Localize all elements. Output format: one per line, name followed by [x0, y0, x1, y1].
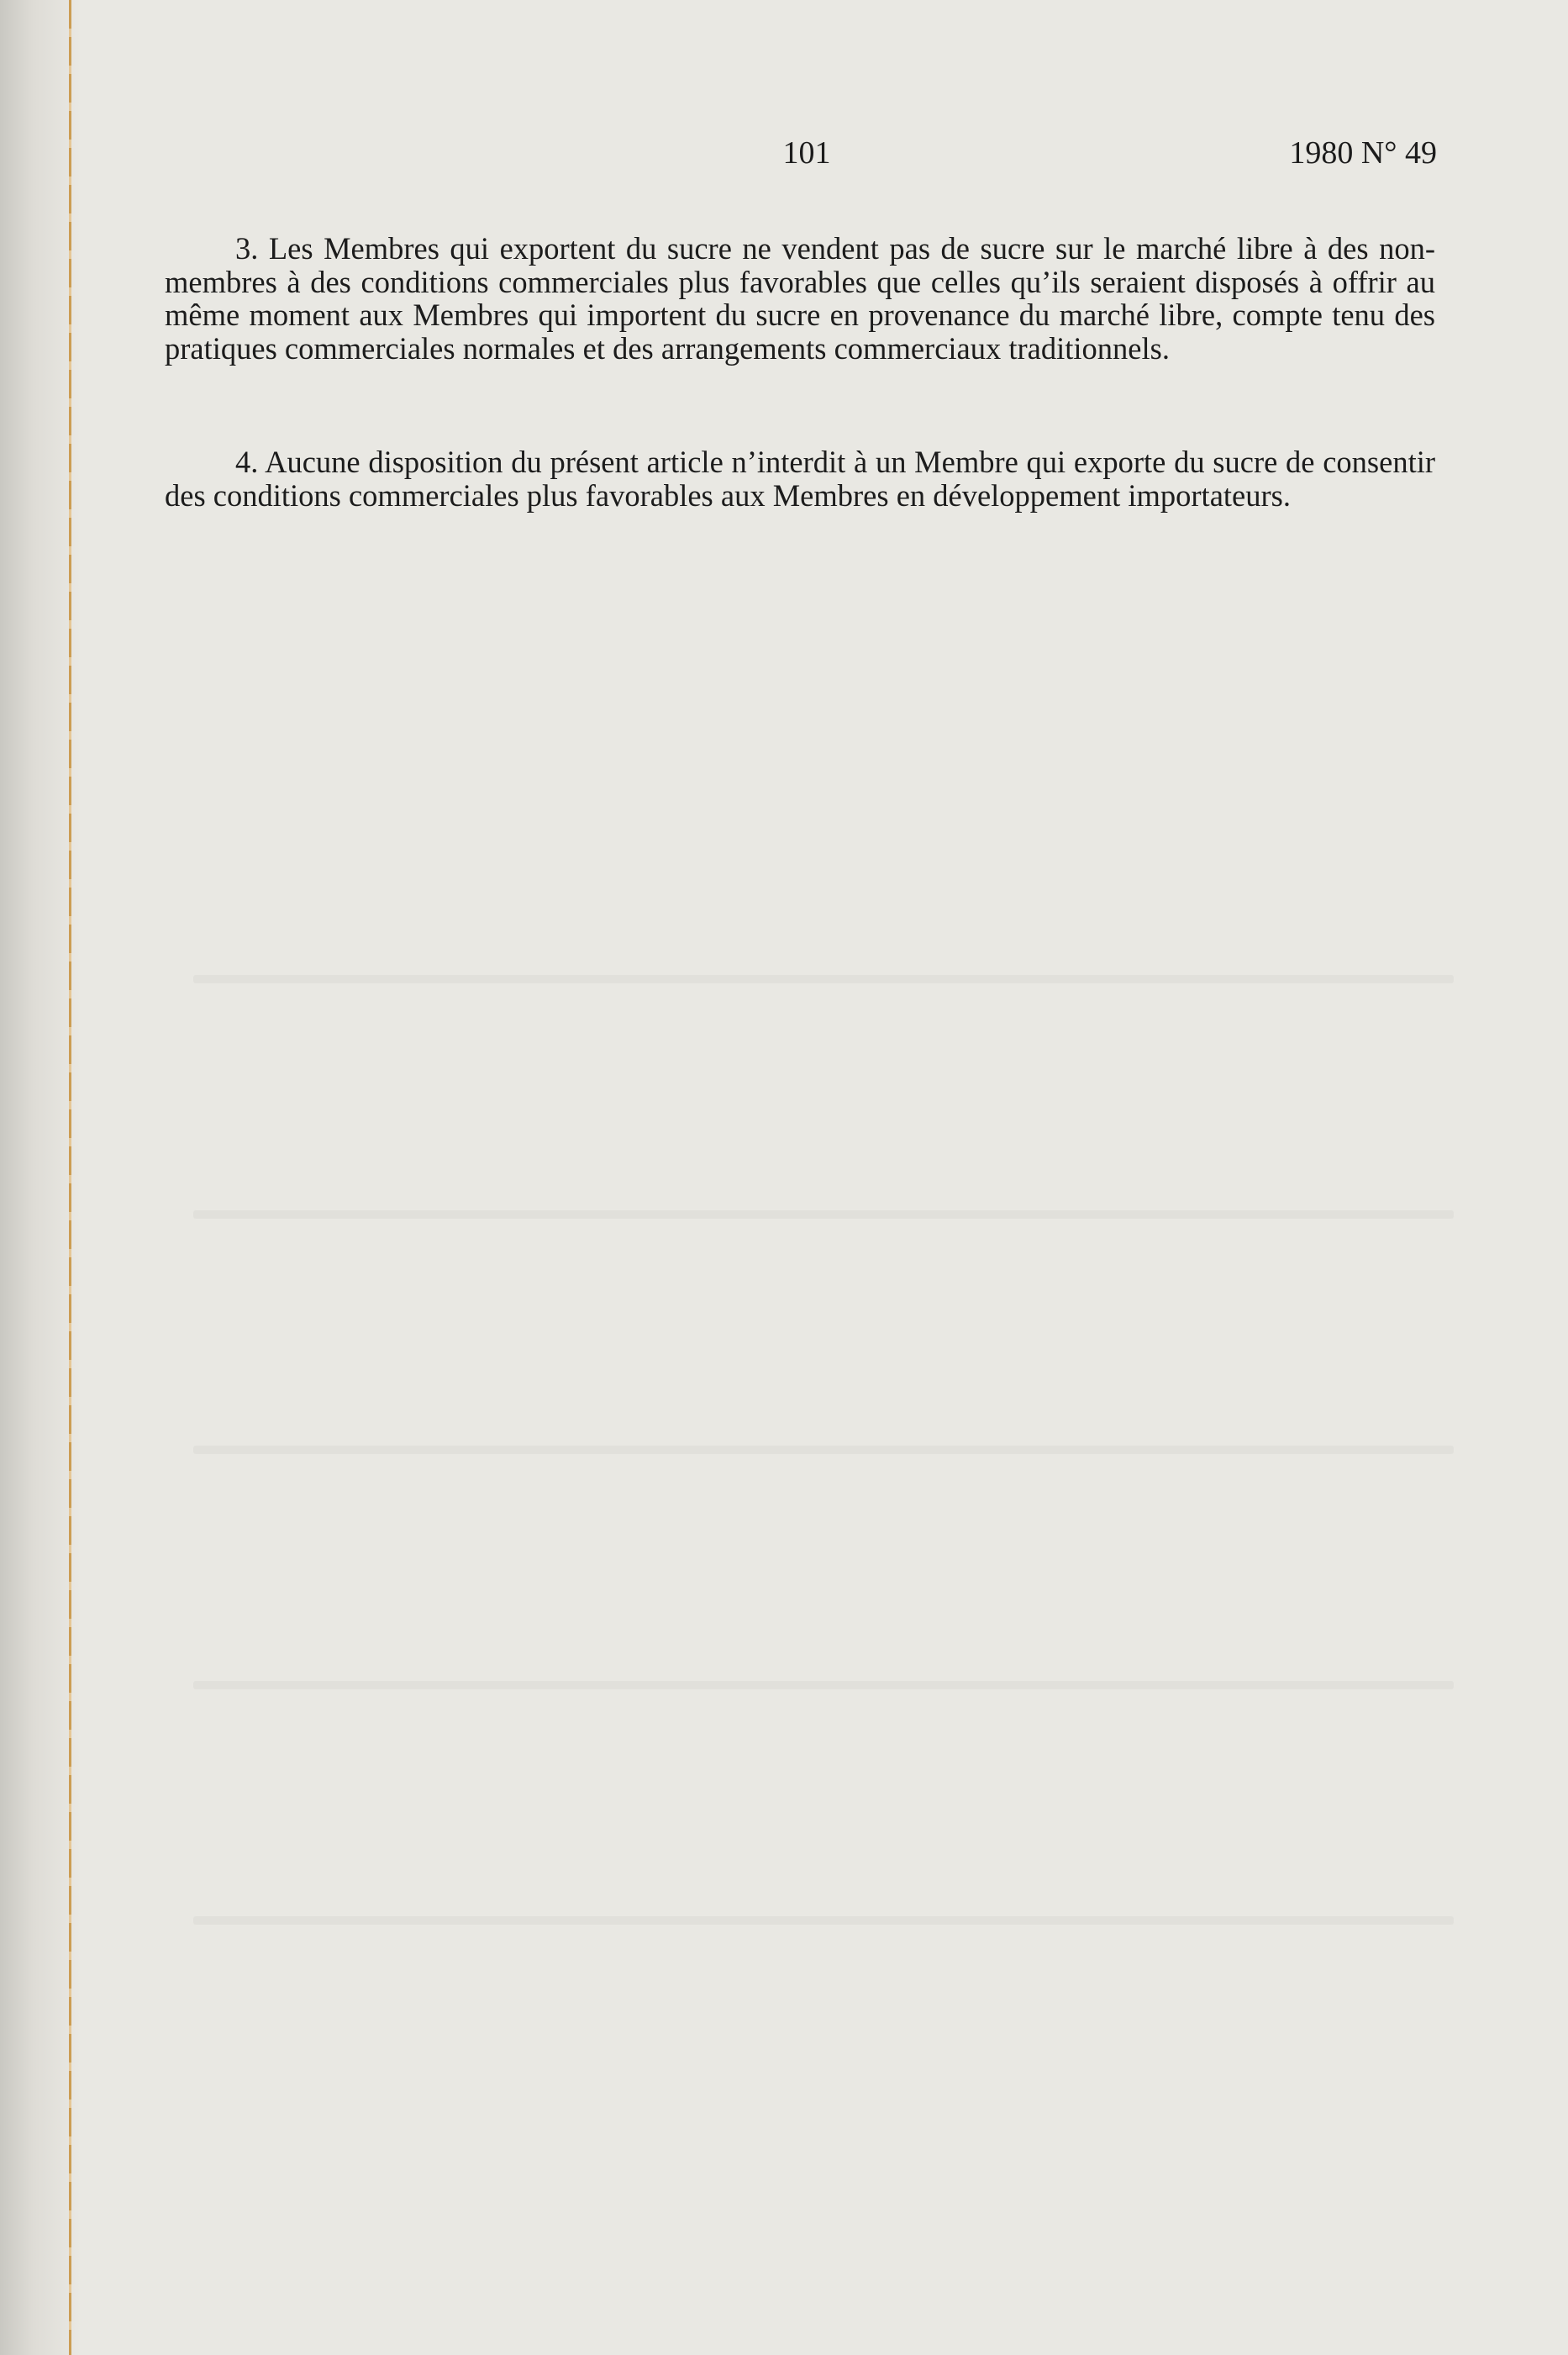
paragraph-text: 4. Aucune disposition du présent article n’interdit à un Membre qui exporte du sucre de consentir des conditions commerciales plus favorables aux Membres en développement importateurs. — [165, 445, 1435, 513]
binding-thread — [69, 0, 71, 2355]
show-through-shadow — [193, 1446, 1454, 1454]
page-number: 101 — [782, 135, 831, 171]
article-paragraph-4 — [165, 445, 1435, 512]
show-through-shadow — [193, 1210, 1454, 1219]
article-paragraph-3 — [165, 232, 1435, 365]
document-reference: 1980 N° 49 — [1289, 135, 1437, 171]
paragraph-text: 3. Les Membres qui exportent du sucre ne vendent pas de sucre sur le marché libre à des non-membres à des conditions commerciales plus favorables que celles qu’ils seraient disposés à offrir au même moment aux Membres qui importent du sucre en provenance du marché libre, compte tenu des pratiques commerciales normales et des arrangements commerciaux traditionnels. — [165, 231, 1435, 366]
show-through-shadow — [193, 975, 1454, 983]
show-through-shadow — [193, 1681, 1454, 1689]
page-header — [0, 134, 1568, 176]
show-through-shadow — [193, 1916, 1454, 1925]
